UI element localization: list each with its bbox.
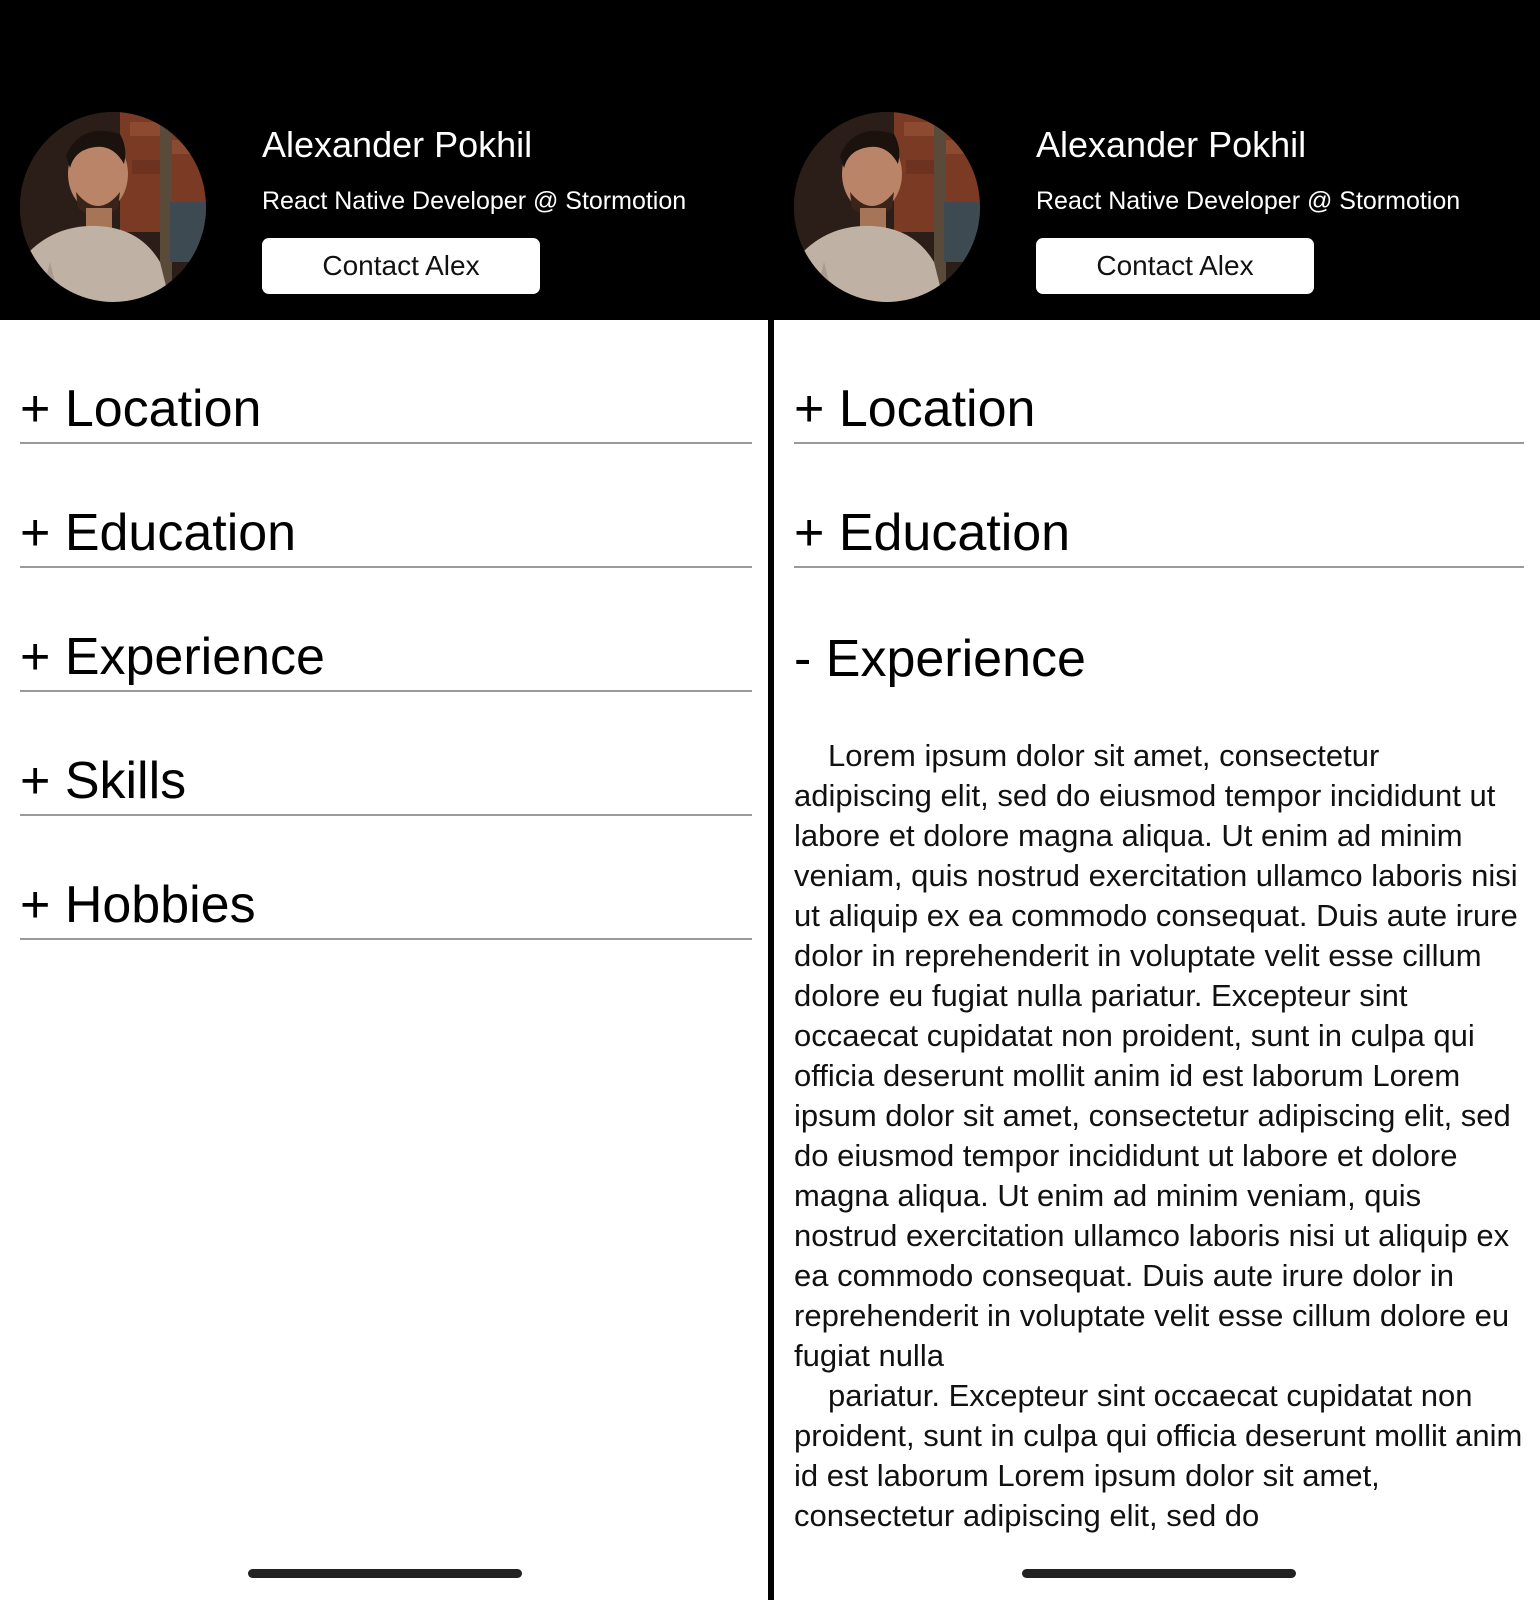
accordion-item-experience [20,568,752,692]
phone-screen-expanded [774,0,1540,1600]
home-indicator[interactable] [1022,1569,1296,1578]
home-indicator[interactable] [248,1569,522,1578]
contact-button[interactable]: Contact Alex [1036,238,1314,294]
avatar-photo-icon [794,112,980,302]
accordion-header-location[interactable] [794,320,1524,444]
accordion-item-skills [20,692,752,816]
accordion-header-experience[interactable] [794,568,1524,692]
avatar [794,112,980,302]
accordion-header-skills[interactable] [20,692,752,816]
accordion-label: + Education [20,503,297,562]
profile-name: Alexander Pokhil [1036,124,1307,165]
accordion-label: + Hobbies [20,875,256,934]
accordion-item-education [794,444,1524,568]
accordion-header-location[interactable] [20,320,752,444]
experience-paragraph: Lorem ipsum dolor sit amet, consectetur adipiscing elit, sed do eiusmod tempor incididunt ut labore et dolore magna aliqua. Ut enim ad minim veniam, quis nostrud exercitation ullamco laboris nisi ut aliquip ex ea commodo consequat. Duis aute irure dolor in reprehenderit in voluptate velit esse cillum dolore eu fugiat nulla pariatur. Excepteur sint occaecat cupidatat non proident, sunt in culpa qui officia deserunt mollit anim id est laborum Lorem ipsum dolor sit amet, consectetur adipiscing elit, sed do eiusmod tempor incididunt ut labore et dolore magna aliqua. Ut enim ad minim veniam, quis nostrud exercitation ullamco laboris nisi ut aliquip ex ea commodo consequat. Duis aute irure dolor in reprehenderit in voluptate velit esse cillum dolore eu fugiat nulla [794,738,1518,1373]
contact-button[interactable]: Contact Alex [262,238,540,294]
accordion-label: - Experience [794,629,1086,688]
accordion-item-hobbies [20,816,752,940]
accordion-header-experience[interactable] [20,568,752,692]
avatar-photo-icon [20,112,206,302]
accordion-item-education [20,444,752,568]
phone-screen-collapsed [0,0,768,1600]
accordion-label: + Education [794,503,1071,562]
profile-role: React Native Developer @ Stormotion [262,187,687,215]
profile-header [774,0,1540,320]
accordion-item-location [20,320,752,444]
avatar [20,112,206,302]
accordion-label: + Skills [20,751,187,810]
accordion-item-experience [794,568,1524,1536]
profile-name: Alexander Pokhil [262,124,533,165]
accordion-label: + Experience [20,627,325,686]
profile-role: React Native Developer @ Stormotion [1036,187,1461,215]
accordion-header-hobbies[interactable] [20,816,752,940]
accordion-label: + Location [20,379,262,438]
accordion-list [794,320,1524,1536]
accordion-header-education[interactable] [794,444,1524,568]
profile-header [0,0,768,320]
accordion-body-experience [794,692,1524,1536]
experience-paragraph: pariatur. Excepteur sint occaecat cupidatat non proident, sunt in culpa qui officia deserunt mollit anim id est laborum Lorem ipsum dolor sit amet, consectetur adipiscing elit, sed do [794,1378,1523,1533]
accordion-label: + Location [794,379,1036,438]
accordion-header-education[interactable] [20,444,752,568]
accordion-item-location [794,320,1524,444]
accordion-list [20,320,752,940]
